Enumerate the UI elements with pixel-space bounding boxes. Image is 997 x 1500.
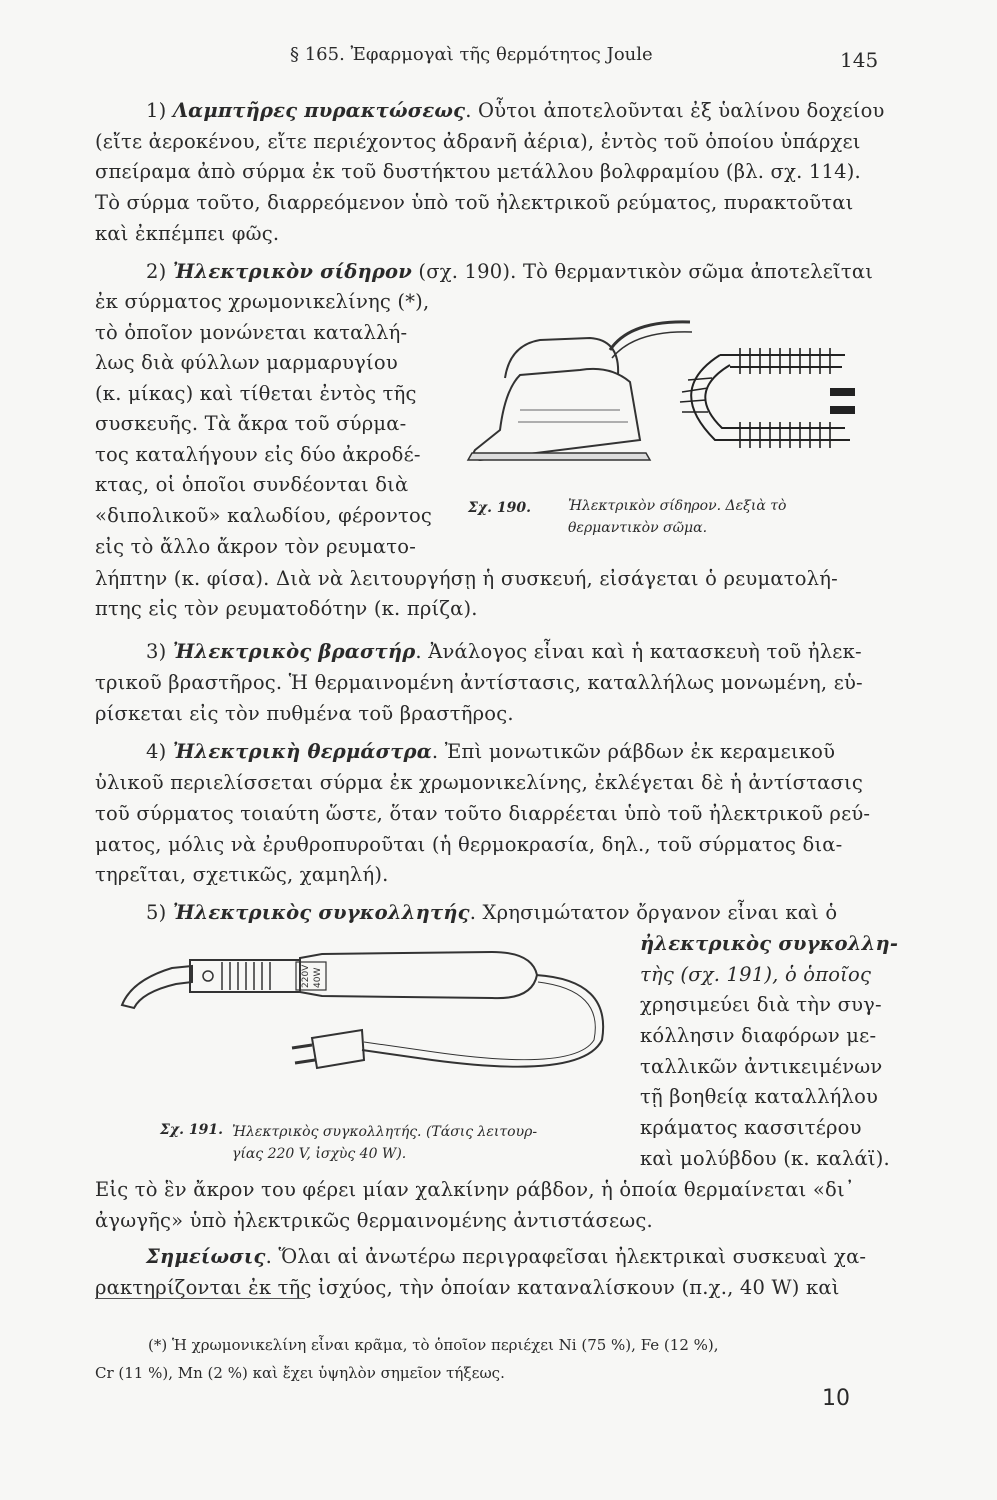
iron-figure xyxy=(460,310,860,480)
body-line: λως διὰ φύλλων μαρμαρυγίου xyxy=(95,351,398,374)
body-line: λήπτην (κ. φίσα). Διὰ νὰ λειτουργήσῃ ἡ συσκευή, εἰσάγεται ὁ ρευματολή- xyxy=(95,567,838,590)
body-line: 1) Λαμπτῆρες πυρακτώσεως. Οὗτοι ἀποτελοῦνται ἐξ ὑαλίνου δοχείου xyxy=(146,99,885,122)
figure-191-caption-2: γίας 220 V, ἰσχὺς 40 W). xyxy=(232,1146,407,1162)
running-header: § 165. Ἐφαρμογαὶ τῆς θερμότητος Joule xyxy=(290,44,653,65)
body-line: κράματος κασσιτέρου xyxy=(640,1116,862,1139)
body-line: Σημείωσις. Ὅλαι αἱ ἀνωτέρω περιγραφεῖσαι ἠλεκτρικαὶ συσκευαὶ χα- xyxy=(146,1245,867,1268)
body-line: 5) Ἠλεκτρικὸς συγκολλητής. Χρησιμώτατον ὄργανον εἶναι καὶ ὁ xyxy=(146,901,838,924)
body-line: ταλλικῶν ἀντικειμένων xyxy=(640,1055,883,1078)
soldering-iron-figure xyxy=(112,930,632,1100)
figure-191-label: Σχ. 191. xyxy=(160,1122,223,1138)
body-line: τηρεῖται, σχετικῶς, χαμηλή). xyxy=(95,863,389,886)
body-line: (κ. μίκας) καὶ τίθεται ἐντὸς τῆς xyxy=(95,382,417,405)
figure-190-label: Σχ. 190. xyxy=(468,500,531,516)
soldering-marking-40w: 40W xyxy=(313,967,323,988)
signature-mark: 10 xyxy=(822,1386,850,1411)
body-line: 4) Ἠλεκτρικὴ θερμάστρα. Ἐπὶ μονωτικῶν ράβδων ἐκ κεραμεικοῦ xyxy=(146,740,836,763)
body-line: χρησιμεύει διὰ τὴν συγ- xyxy=(640,993,882,1016)
body-line: τοῦ σύρματος τοιαύτη ὥστε, ὅταν τοῦτο διαρρέεται ὑπὸ τοῦ ἠλεκτρικοῦ ρεύ- xyxy=(95,802,871,825)
body-line: συσκευῆς. Τὰ ἄκρα τοῦ σύρμα- xyxy=(95,412,407,435)
body-line: (εἴτε ἀεροκένου, εἴτε περιέχοντος ἀδρανῆ ἀέρια), ἐντὸς τοῦ ὁποίου ὑπάρχει xyxy=(95,130,861,153)
body-line: τῇ βοηθείᾳ καταλλήλου xyxy=(640,1085,879,1108)
soldering-marking-220v: 220V xyxy=(301,964,311,988)
figure-190-caption: Ἠλεκτρικὸν σίδηρον. Δεξιὰ τὸ xyxy=(568,498,787,514)
footnote-line-1: (*) Ἡ χρωμονικελίνη εἶναι κρᾶμα, τὸ ὁποῖον περιέχει Ni (75 %), Fe (12 %), xyxy=(148,1336,719,1354)
footnote-line-2: Cr (11 %), Mn (2 %) καὶ ἔχει ὑψηλὸν σημεῖον τήξεως. xyxy=(95,1364,505,1382)
body-line: σπείραμα ἀπὸ σύρμα ἐκ τοῦ δυστήκτου μετάλλου βολφραμίου (βλ. σχ. 114). xyxy=(95,160,861,183)
body-line: κόλλησιν διαφόρων με- xyxy=(640,1024,877,1047)
body-line: «διπολικοῦ» καλωδίου, φέροντος xyxy=(95,504,433,527)
body-line: ρίσκεται εἰς τὸν πυθμένα τοῦ βραστῆρος. xyxy=(95,702,514,725)
section-heading: Ἠλεκτρικὸς συγκολλητής xyxy=(172,901,470,924)
section-heading: Ἠλεκτρικὸς βραστήρ xyxy=(172,640,416,663)
body-line: τὴς (σχ. 191), ὁ ὁποῖος xyxy=(640,963,872,986)
section-heading: Ἠλεκτρικὴ θερμάστρα xyxy=(172,740,432,763)
body-line: τρικοῦ βραστῆρος. Ἡ θερμαινομένη ἀντίστασις, καταλλήλως μονωμένη, εὑ- xyxy=(95,671,863,694)
body-line: τὸ ὁποῖον μονώνεται καταλλή- xyxy=(95,321,408,344)
body-line: ματος, μόλις νὰ ἐρυθροπυροῦται (ἡ θερμοκρασία, δηλ., τοῦ σύρματος δια- xyxy=(95,833,843,856)
section-heading: Ἠλεκτρικὸν σίδηρον xyxy=(172,260,412,283)
body-line: πτης εἰς τὸν ρευματοδότην (κ. πρίζα). xyxy=(95,597,478,620)
body-line: ἠλεκτρικὸς συγκολλη- xyxy=(640,932,899,955)
figure-191-caption: Ἠλεκτρικὸς συγκολλητής. (Τάσις λειτουρ- xyxy=(232,1124,538,1140)
page-number: 145 xyxy=(840,48,879,72)
body-line: τος καταλήγουν εἰς δύο ἀκροδέ- xyxy=(95,443,421,466)
figure-190-caption-2: θερμαντικὸν σῶμα. xyxy=(568,520,708,536)
body-line: 2) Ἠλεκτρικὸν σίδηρον (σχ. 190). Τὸ θερμαντικὸν σῶμα ἀποτελεῖται xyxy=(146,260,874,283)
section-heading: Σημείωσις xyxy=(146,1245,266,1268)
body-line: καὶ ἐκπέμπει φῶς. xyxy=(95,222,280,245)
body-line: 3) Ἠλεκτρικὸς βραστήρ. Ἀνάλογος εἶναι καὶ ἡ κατασκευὴ τοῦ ἠλεκ- xyxy=(146,640,862,663)
body-line: Τὸ σύρμα τοῦτο, διαρρεόμενον ὑπὸ τοῦ ἠλεκτρικοῦ ρεύματος, πυρακτοῦται xyxy=(95,191,854,214)
body-line: ἐκ σύρματος χρωμονικελίνης (*), xyxy=(95,290,430,313)
body-line: Εἰς τὸ ἓν ἄκρον του φέρει μίαν χαλκίνην ράβδον, ἡ ὁποία θερμαίνεται «δι᾽ xyxy=(95,1178,855,1201)
footnote-rule xyxy=(95,1298,305,1299)
body-line: ὑλικοῦ περιελίσσεται σύρμα ἐκ χρωμονικελίνης, ἐκλέγεται δὲ ἡ ἀντίστασις xyxy=(95,771,864,794)
body-line: εἰς τὸ ἄλλο ἄκρον τὸν ρευματο- xyxy=(95,535,416,558)
body-line: καὶ μολύβδου (κ. καλάϊ). xyxy=(640,1147,890,1170)
body-line: ρακτηρίζονται ἐκ τῆς ἰσχύος, τὴν ὁποίαν καταναλίσκουν (π.χ., 40 W) καὶ xyxy=(95,1276,840,1299)
body-line: ἀγωγῆς» ὑπὸ ἠλεκτρικῶς θερμαινομένης ἀντιστάσεως. xyxy=(95,1209,653,1232)
section-heading: Λαμπτῆρες πυρακτώσεως xyxy=(172,99,466,122)
body-line: κτας, οἱ ὁποῖοι συνδέονται διὰ xyxy=(95,473,409,496)
